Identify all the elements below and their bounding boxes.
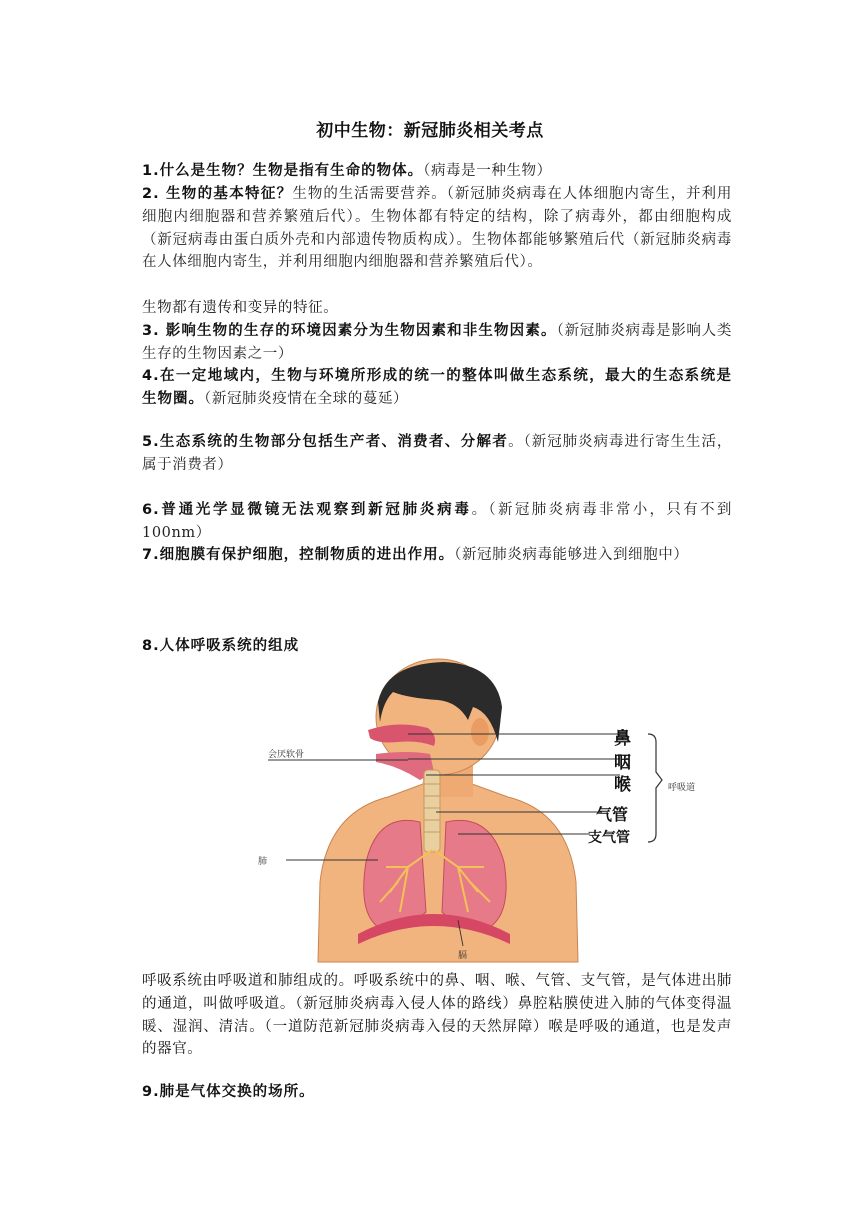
point-7 (142, 544, 732, 567)
point-7-note: （新冠肺炎病毒能够进入到细胞中） (454, 547, 689, 563)
point-2 (142, 183, 732, 274)
point-3-bold: 3. 影响生物的生存的环境因素分为生物因素和非生物因素。 (142, 323, 557, 339)
point-5 (142, 431, 732, 477)
ear-shape (471, 718, 489, 746)
label-bronchi: 支气管 (588, 830, 630, 846)
point-2-bold: 2. 生物的基本特征？ (142, 186, 293, 202)
label-airway: 呼吸道 (668, 783, 696, 793)
respiratory-system-diagram (258, 662, 696, 962)
point-3-note: （新冠肺炎病毒是影响人类生存的生物因素之一） (142, 323, 732, 362)
point-7-bold: 7.细胞膜有保护细胞，控制物质的进出作用。 (142, 547, 455, 563)
point-1 (142, 160, 732, 183)
trachea-shape (424, 770, 440, 852)
point-4-note: （新冠肺炎疫情在全球的蔓延） (204, 390, 409, 407)
point-1-note: （病毒是一种生物） (423, 163, 552, 179)
label-pharynx: 咽 (614, 753, 631, 773)
page-title: 初中生物：新冠肺炎相关考点 (316, 121, 544, 141)
label-trachea: 气管 (596, 805, 629, 824)
point-6-bold: 6.普通光学显微镜无法观察到新冠肺炎病毒 (142, 502, 472, 518)
point-9-bold: 9.肺是气体交换的场所。 (142, 1084, 315, 1100)
respiratory-paragraph: 呼吸系统由呼吸道和肺组成的。呼吸系统中的鼻、咽、喉、气管、支气管，是气体进出肺的通道，叫做呼吸道。（新冠肺炎病毒入侵人体的路线）鼻腔粘膜使进入肺的气体变得温暖、湿润、清洁。（一道防范新冠肺炎病毒入侵的天然屏障）喉是呼吸的通道，也是发声的器官。 (142, 973, 732, 1058)
label-lung: 肺 (258, 857, 268, 867)
point-3 (142, 320, 732, 366)
label-epiglottis: 会厌软骨 (268, 750, 305, 760)
point-8 (142, 635, 732, 658)
point-2-extra: 生物都有遗传和变异的特征。 (142, 300, 339, 316)
point-4-bold: 4.在一定地域内，生物与环境所形成的统一的整体叫做生态系统，最大的生态系统是生物圈。 (142, 368, 732, 407)
label-larynx: 喉 (614, 775, 631, 795)
label-diaphragm: 膈 (458, 951, 468, 961)
airway-bracket (648, 734, 662, 842)
point-8-bold: 8.人体呼吸系统的组成 (142, 638, 300, 654)
point-6-note: 。（新冠肺炎病毒非常小，只有不到100nm） (142, 502, 732, 541)
point-5-bold: 5.生态系统的生物部分包括生产者、消费者、分解者 (142, 434, 509, 450)
label-nose: 鼻 (614, 729, 631, 749)
point-9 (142, 1081, 732, 1104)
point-1-bold: 1.什么是生物？生物是指有生命的物体。 (142, 163, 424, 179)
point-5-note: 。（新冠肺炎病毒进行寄生生活，属于消费者） (142, 434, 732, 473)
point-6 (142, 499, 732, 545)
point-2-text: 生物的生活需要营养。（新冠肺炎病毒在人体细胞内寄生，并利用细胞内细胞器和营养繁殖后代）。生物体都有特定的结构，除了病毒外，都由细胞构成（新冠病毒由蛋白质外壳和内部遗传物质构成）。生物体都能够繁殖后代（新冠肺炎病毒在人体细胞内寄生，并利用细胞内细胞器和营养繁殖后代）。 (142, 186, 732, 271)
point-4 (142, 365, 732, 411)
